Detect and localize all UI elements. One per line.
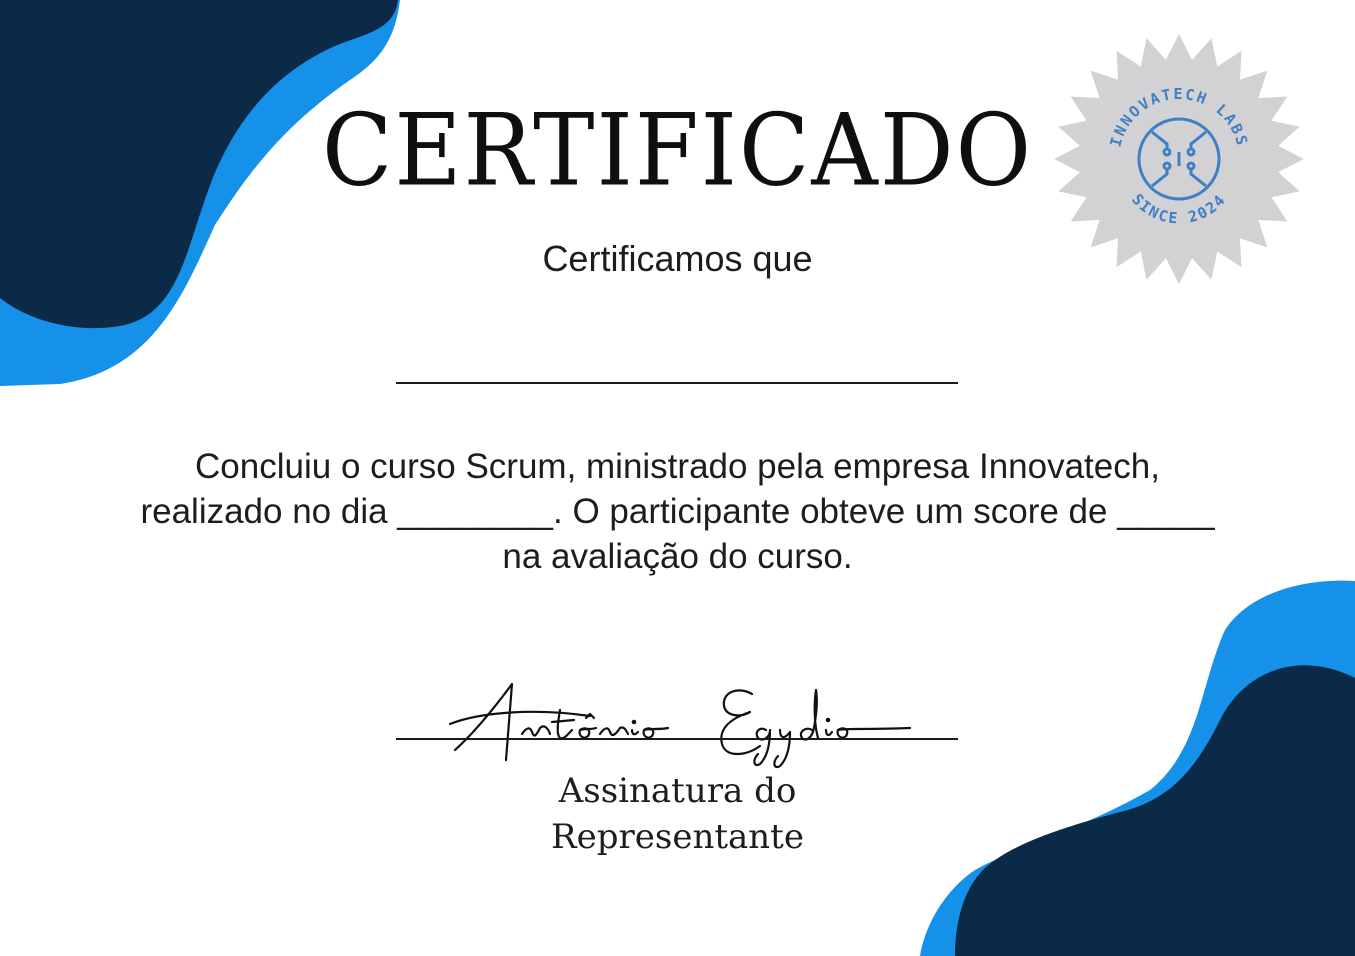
body-line-1: Concluiu o curso Scrum, ministrado pela empresa Innovatech,	[195, 447, 1160, 486]
body-line-3: na avaliação do curso.	[502, 537, 853, 576]
certificate-body	[100, 444, 1255, 579]
certificate-subtitle: Certificamos que	[542, 238, 813, 279]
signature-line	[396, 738, 958, 740]
signature-caption-line-2: Representante	[551, 817, 804, 857]
innovatech-labs-seal	[1052, 32, 1306, 286]
handwritten-signature	[440, 672, 920, 772]
signature-caption	[0, 768, 1355, 860]
seal-top-text: INNOVATECH LABS	[1106, 85, 1252, 149]
certificate-title: CERTIFICADO	[321, 92, 1034, 209]
body-line-2: realizado no dia ________. O participante obteve um score de _____	[140, 492, 1215, 531]
recipient-name-line	[396, 382, 958, 384]
signature-caption-line-1: Assinatura do	[558, 771, 797, 811]
seal-bottom-text: SINCE 2024	[1128, 190, 1230, 228]
